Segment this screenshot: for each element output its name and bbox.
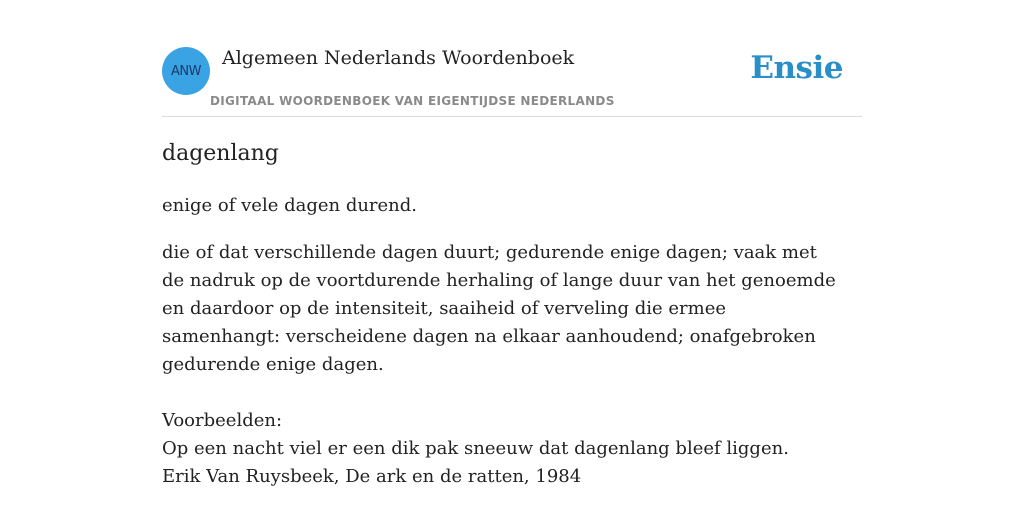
site-header <box>162 44 862 117</box>
examples-section <box>162 407 842 491</box>
short-definition: enige of vele dagen durend. <box>162 195 418 216</box>
site-title[interactable]: Algemeen Nederlands Woordenboek <box>222 47 575 69</box>
ensie-brand-logo[interactable]: Ensie <box>750 50 843 86</box>
examples-label: Voorbeelden: <box>162 410 283 431</box>
anw-logo[interactable] <box>162 47 210 95</box>
example-source: Erik Van Ruysbeek, De ark en de ratten, 1984 <box>162 466 582 487</box>
logo-text: ANW <box>171 63 201 79</box>
long-definition: die of dat verschillende dagen duurt; gedurende enige dagen; vaak met de nadruk op de voortdurende herhaling of lange duur van het genoemde en daardoor op de intensiteit, saaiheid of verveling die ermee samenhangt: verscheidene dagen na elkaar aanhoudend; onafgebroken gedurende enige dagen. <box>162 242 836 375</box>
entry-content <box>162 138 842 491</box>
site-subtitle: DIGITAAL WOORDENBOEK VAN EIGENTIJDSE NEDERLANDS <box>210 94 615 108</box>
example-sentence: Op een nacht viel er een dik pak sneeuw dat dagenlang bleef liggen. <box>162 438 789 459</box>
headword: dagenlang <box>162 141 279 166</box>
